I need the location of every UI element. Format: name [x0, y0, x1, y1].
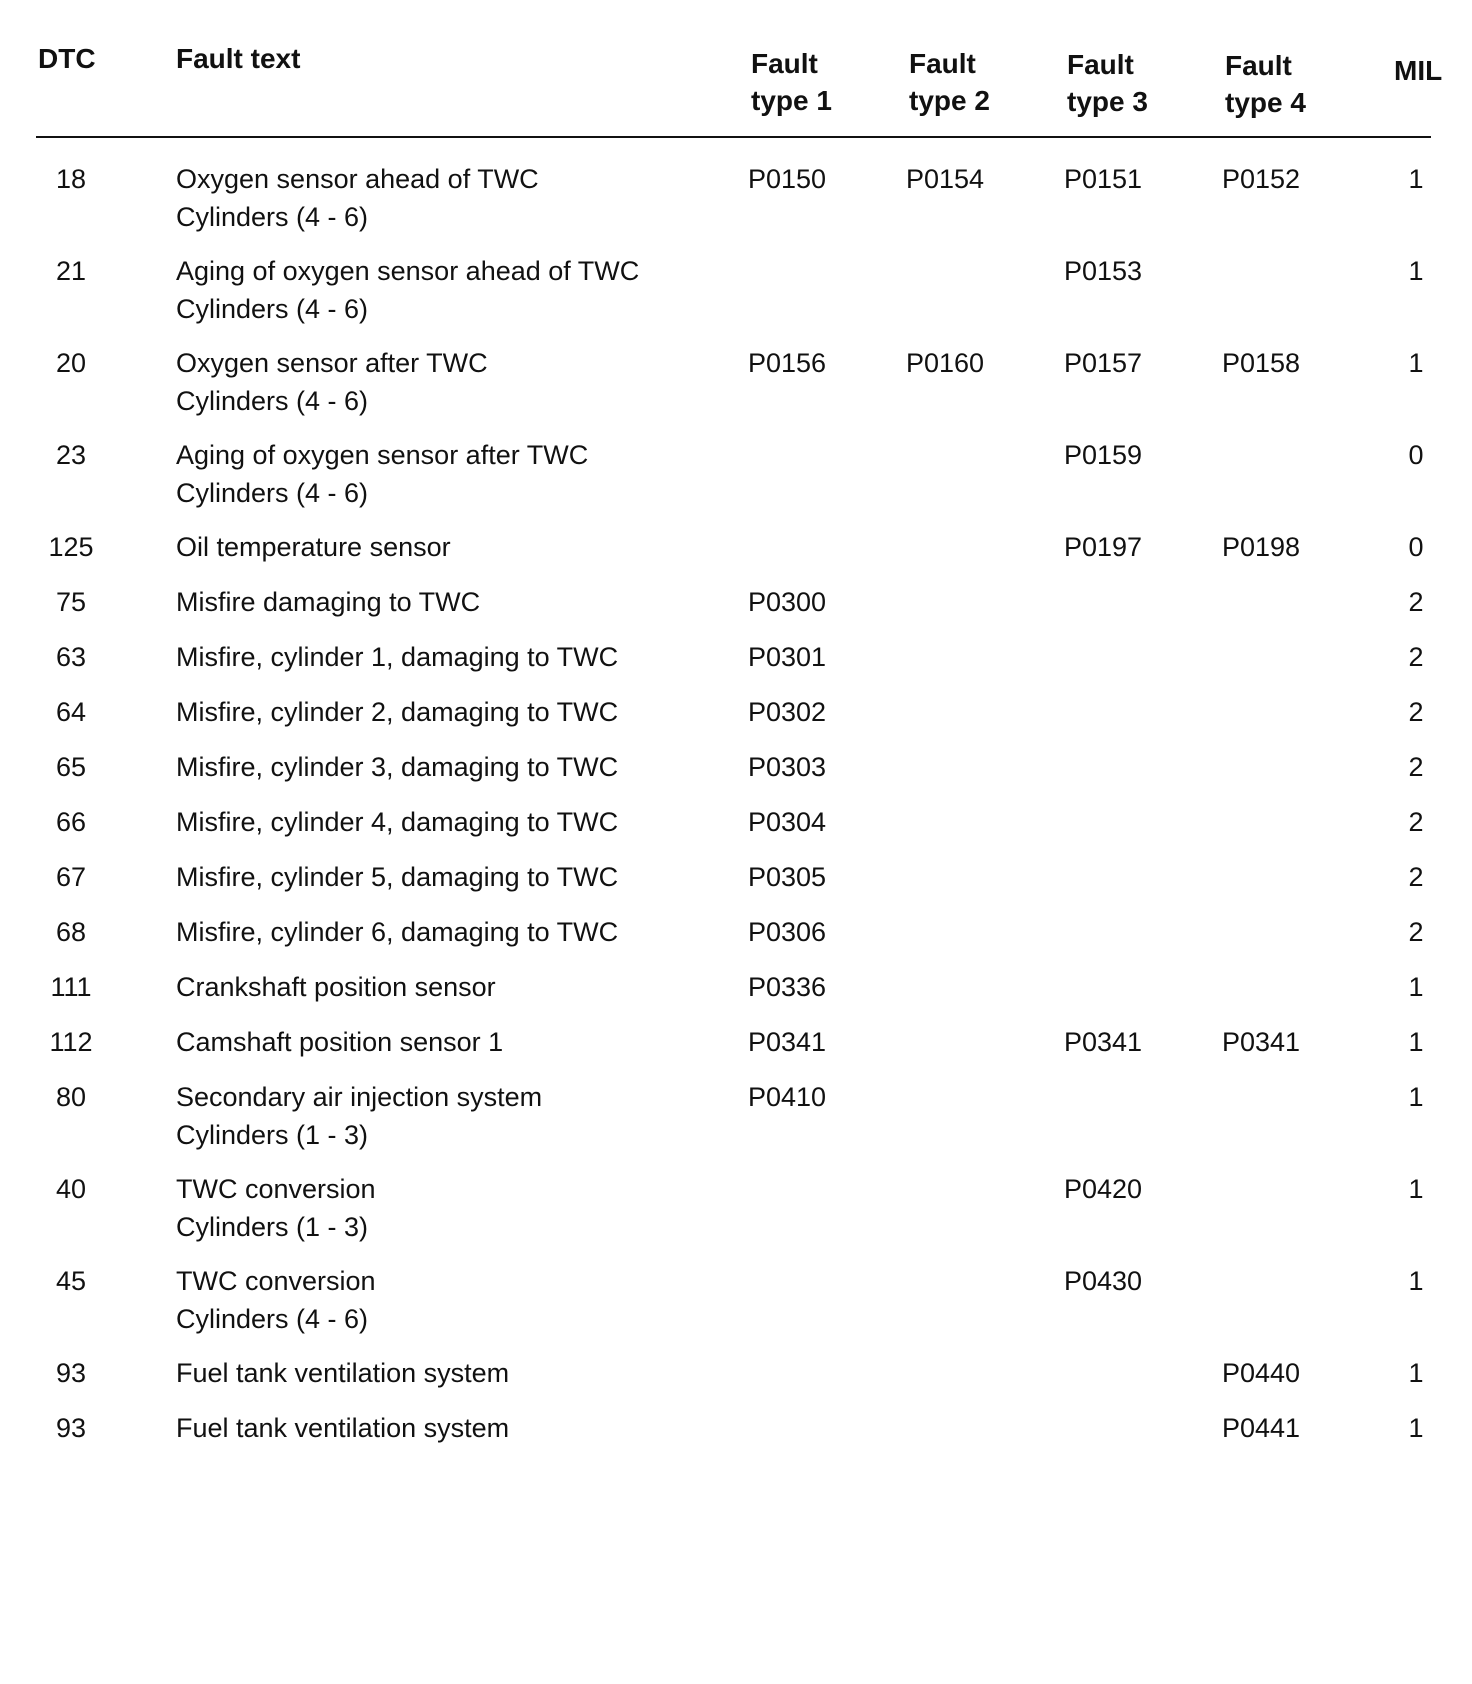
dtc-cell: 112: [49, 1027, 93, 1057]
fault-type-1-cell: P0156: [748, 348, 827, 378]
fault-text-line: Fuel tank ventilation system: [176, 1358, 510, 1388]
header-fault-type-3-line-2: type 3: [1067, 86, 1148, 117]
fault-text-cell: [176, 638, 618, 676]
fault-type-4-cell: P0440: [1222, 1358, 1301, 1388]
dtc-cell: 111: [50, 972, 92, 1002]
fault-text-line: Secondary air injection system: [176, 1082, 543, 1112]
header-fault-type-3-line-1: Fault: [1067, 49, 1134, 80]
mil-cell: 2: [1408, 862, 1424, 892]
fault-text-cell: [176, 252, 639, 328]
fault-type-3-cell: P0157: [1064, 348, 1143, 378]
header-fault-type-1: [751, 45, 832, 119]
fault-type-1-cell: P0302: [748, 697, 827, 727]
header-mil: MIL: [1394, 55, 1443, 86]
mil-cell: 0: [1408, 440, 1424, 470]
header-fault-type-4: [1225, 47, 1306, 121]
fault-type-1-cell: P0306: [748, 917, 827, 947]
fault-type-4-cell: P0152: [1222, 164, 1301, 194]
fault-type-1-cell: P0303: [748, 752, 827, 782]
fault-text-line: Oxygen sensor ahead of TWC: [176, 164, 539, 194]
fault-text-line: Oil temperature sensor: [176, 532, 451, 562]
fault-type-4-cell: P0198: [1222, 532, 1301, 562]
fault-text-line: Cylinders (4 - 6): [176, 202, 369, 232]
fault-text-cell: [176, 528, 451, 566]
fault-type-1-cell: P0336: [748, 972, 827, 1002]
dtc-cell: 65: [55, 752, 87, 782]
fault-text-line: Misfire, cylinder 1, damaging to TWC: [176, 642, 619, 672]
header-fault-type-1-line-1: Fault: [751, 48, 818, 79]
dtc-cell: 21: [55, 256, 87, 286]
dtc-cell: 23: [55, 440, 87, 470]
mil-cell: 2: [1408, 587, 1424, 617]
fault-type-1-cell: P0300: [748, 587, 827, 617]
fault-text-cell: [176, 693, 618, 731]
mil-cell: 1: [1408, 1266, 1424, 1296]
mil-cell: 1: [1408, 256, 1424, 286]
fault-text-line: Cylinders (4 - 6): [176, 386, 369, 416]
mil-cell: 2: [1408, 642, 1424, 672]
fault-text-line: Camshaft position sensor 1: [176, 1027, 504, 1057]
fault-type-3-cell: P0197: [1064, 532, 1143, 562]
fault-type-3-cell: P0341: [1064, 1027, 1143, 1057]
fault-text-cell: [176, 583, 480, 621]
fault-text-line: Oxygen sensor after TWC: [176, 348, 488, 378]
fault-text-line: Cylinders (1 - 3): [176, 1212, 369, 1242]
mil-cell: 1: [1408, 1413, 1424, 1443]
fault-text-line: Crankshaft position sensor: [176, 972, 496, 1002]
fault-type-3-cell: P0151: [1064, 164, 1143, 194]
fault-type-3-cell: P0430: [1064, 1266, 1143, 1296]
header-fault-text: Fault text: [176, 43, 301, 74]
header-fault-type-4-line-1: Fault: [1225, 50, 1292, 81]
fault-type-4-cell: P0341: [1222, 1027, 1301, 1057]
fault-type-1-cell: P0150: [748, 164, 827, 194]
table-header: [36, 40, 1443, 136]
mil-cell: 2: [1408, 752, 1424, 782]
header-fault-type-4-line-2: type 4: [1225, 87, 1306, 118]
fault-type-3-cell: P0420: [1064, 1174, 1143, 1204]
dtc-cell: 20: [55, 348, 87, 378]
mil-cell: 1: [1408, 164, 1424, 194]
fault-text-line: Misfire, cylinder 2, damaging to TWC: [176, 697, 619, 727]
fault-text-cell: [176, 1409, 509, 1447]
fault-text-cell: [176, 436, 588, 512]
dtc-cell: 67: [55, 862, 87, 892]
fault-text-cell: [176, 344, 488, 420]
fault-text-line: TWC conversion: [176, 1266, 376, 1296]
header-fault-type-3: [1067, 46, 1148, 120]
fault-text-line: Misfire, cylinder 5, damaging to TWC: [176, 862, 619, 892]
mil-cell: 1: [1408, 1082, 1424, 1112]
dtc-cell: 93: [55, 1358, 87, 1388]
header-fault-type-2: [909, 45, 990, 119]
fault-type-4-cell: P0441: [1222, 1413, 1301, 1443]
fault-text-cell: [176, 1078, 542, 1154]
fault-type-3-cell: P0153: [1064, 256, 1143, 286]
fault-text-line: Aging of oxygen sensor after TWC: [176, 440, 589, 470]
fault-text-cell: [176, 1170, 376, 1246]
mil-cell: 1: [1408, 1027, 1424, 1057]
dtc-cell: 63: [55, 642, 87, 672]
header-divider: [36, 136, 1431, 138]
fault-text-line: Misfire damaging to TWC: [176, 587, 481, 617]
header-dtc: DTC: [38, 43, 96, 74]
dtc-cell: 93: [55, 1413, 87, 1443]
mil-cell: 2: [1408, 917, 1424, 947]
mil-cell: 2: [1408, 697, 1424, 727]
fault-type-1-cell: P0305: [748, 862, 827, 892]
fault-type-2-cell: P0154: [906, 164, 985, 194]
dtc-cell: 40: [55, 1174, 87, 1204]
fault-type-1-cell: P0341: [748, 1027, 827, 1057]
fault-text-cell: [176, 968, 496, 1006]
mil-cell: 2: [1408, 807, 1424, 837]
fault-text-cell: [176, 748, 618, 786]
dtc-cell: 64: [55, 697, 87, 727]
fault-type-1-cell: P0304: [748, 807, 827, 837]
header-fault-type-2-line-1: Fault: [909, 48, 976, 79]
fault-text-cell: [176, 803, 618, 841]
header-fault-type-2-line-2: type 2: [909, 85, 990, 116]
fault-text-line: Cylinders (1 - 3): [176, 1120, 369, 1150]
fault-text-cell: [176, 1354, 509, 1392]
fault-type-2-cell: P0160: [906, 348, 985, 378]
dtc-cell: 45: [55, 1266, 87, 1296]
fault-type-1-cell: P0301: [748, 642, 827, 672]
fault-text-cell: [176, 1262, 376, 1338]
dtc-cell: 80: [55, 1082, 87, 1112]
fault-text-cell: [176, 160, 539, 236]
fault-type-1-cell: P0410: [748, 1082, 827, 1112]
fault-text-line: Aging of oxygen sensor ahead of TWC: [176, 256, 640, 286]
fault-text-line: Cylinders (4 - 6): [176, 1304, 369, 1334]
dtc-cell: 18: [55, 164, 87, 194]
fault-text-cell: [176, 913, 618, 951]
fault-text-line: Misfire, cylinder 6, damaging to TWC: [176, 917, 619, 947]
fault-text-cell: [176, 858, 618, 896]
mil-cell: 1: [1408, 972, 1424, 1002]
fault-text-line: Fuel tank ventilation system: [176, 1413, 510, 1443]
fault-text-line: Cylinders (4 - 6): [176, 478, 369, 508]
dtc-cell: 66: [55, 807, 87, 837]
dtc-cell: 68: [55, 917, 87, 947]
fault-type-4-cell: P0158: [1222, 348, 1301, 378]
dtc-cell: 125: [48, 532, 94, 562]
mil-cell: 1: [1408, 1174, 1424, 1204]
fault-type-3-cell: P0159: [1064, 440, 1143, 470]
fault-text-cell: [176, 1023, 503, 1061]
mil-cell: 0: [1408, 532, 1424, 562]
fault-text-line: Cylinders (4 - 6): [176, 294, 369, 324]
fault-text-line: TWC conversion: [176, 1174, 376, 1204]
dtc-cell: 75: [55, 587, 87, 617]
fault-text-line: Misfire, cylinder 4, damaging to TWC: [176, 807, 619, 837]
header-fault-type-1-line-2: type 1: [751, 85, 832, 116]
mil-cell: 1: [1408, 348, 1424, 378]
fault-text-line: Misfire, cylinder 3, damaging to TWC: [176, 752, 619, 782]
mil-cell: 1: [1408, 1358, 1424, 1388]
